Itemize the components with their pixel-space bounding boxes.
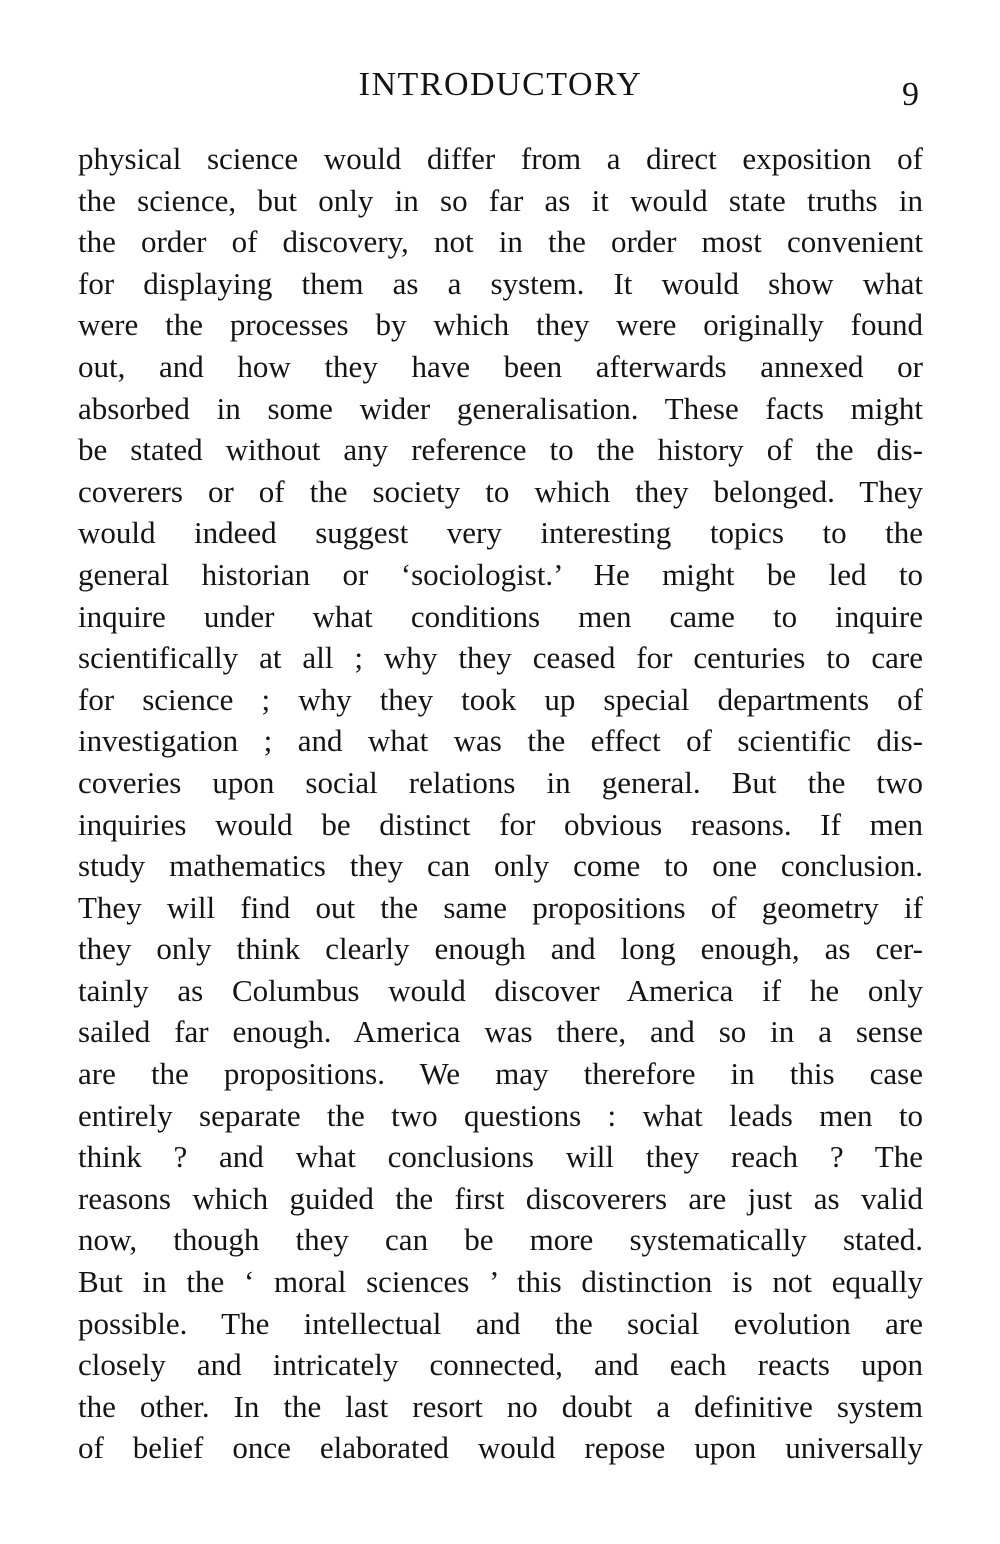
text-line: they only think clearly enough and long enough, as cer- bbox=[78, 931, 923, 967]
text-line: tainly as Columbus would discover America if he only bbox=[78, 972, 923, 1008]
text-line: possible. The intellectual and the social evolution are bbox=[78, 1305, 923, 1341]
text-line: inquire under what conditions men came to inquire bbox=[78, 598, 923, 634]
text-line: inquiries would be distinct for obvious reasons. If men bbox=[78, 806, 923, 842]
text-line: reasons which guided the first discoverers are just as valid bbox=[78, 1180, 923, 1216]
text-line: absorbed in some wider generalisation. These facts might bbox=[78, 390, 923, 426]
text-line: for displaying them as a system. It would show what bbox=[78, 265, 923, 301]
text-line: of belief once elaborated would repose upon universally bbox=[78, 1430, 923, 1466]
text-line: closely and intricately connected, and each reacts upon bbox=[78, 1347, 923, 1383]
text-line: be stated without any reference to the history of the dis- bbox=[78, 432, 923, 468]
text-line: They will find out the same propositions of geometry if bbox=[78, 889, 923, 925]
text-line: the order of discovery, not in the order most convenient bbox=[78, 224, 923, 260]
text-line: coveries upon social relations in general. But the two bbox=[78, 764, 923, 800]
text-line: out, and how they have been afterwards annexed or bbox=[78, 348, 923, 384]
running-head bbox=[78, 66, 923, 116]
text-line: the science, but only in so far as it would state truths in bbox=[78, 182, 923, 218]
text-line: the other. In the last resort no doubt a definitive system bbox=[78, 1388, 923, 1424]
text-line: coverers or of the society to which they belonged. They bbox=[78, 473, 923, 509]
chapter-title: INTRODUCTORY bbox=[358, 66, 643, 103]
text-line: sailed far enough. America was there, and so in a sense bbox=[78, 1014, 923, 1050]
text-line: scientifically at all ; why they ceased for centuries to care bbox=[78, 640, 923, 676]
text-line: physical science would differ from a direct exposition of bbox=[78, 141, 923, 176]
text-line: would indeed suggest very interesting topics to the bbox=[78, 515, 923, 551]
text-line: investigation ; and what was the effect of scientific dis- bbox=[78, 723, 923, 759]
text-line: study mathematics they can only come to one conclusion. bbox=[78, 848, 923, 884]
text-line: entirely separate the two questions : what leads men to bbox=[78, 1097, 923, 1133]
page-number: 9 bbox=[902, 76, 919, 113]
text-line: for science ; why they took up special departments of bbox=[78, 681, 923, 717]
text-line: now, though they can be more systematically stated. bbox=[78, 1222, 923, 1258]
text-line: general historian or ‘sociologist.’ He might be led to bbox=[78, 556, 923, 592]
text-line: But in the ‘ moral sciences ’ this distinction is not equally bbox=[78, 1264, 923, 1300]
text-line: think ? and what conclusions will they reach ? The bbox=[78, 1139, 923, 1175]
text-line: were the processes by which they were originally found bbox=[78, 307, 923, 343]
body-text bbox=[78, 138, 923, 1469]
text-line: are the propositions. We may therefore in this case bbox=[78, 1056, 923, 1092]
